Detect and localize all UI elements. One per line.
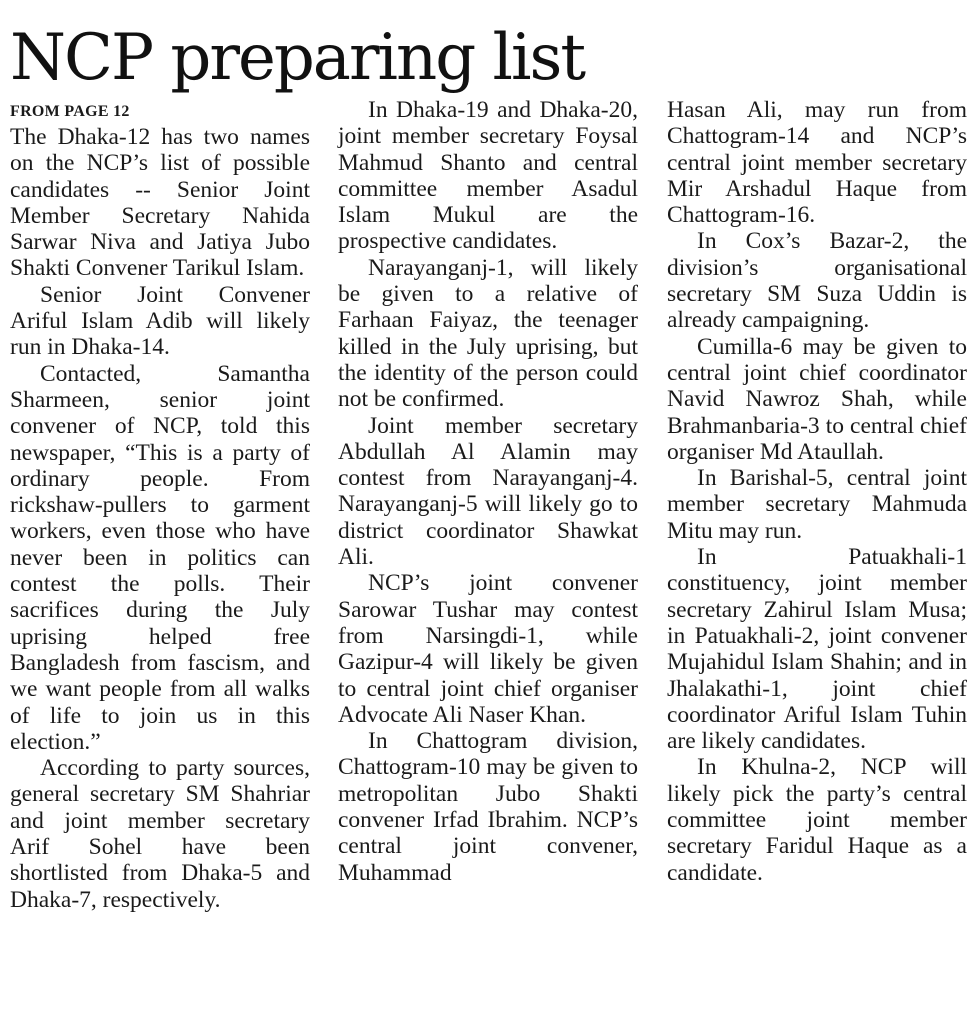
paragraph: Narayanganj-1, will likely be given to a relative of Farhaan Faiyaz, the teenager killed in the July uprising, but the identity of the person could not be confirmed. (338, 254, 638, 413)
article-column-2 (338, 97, 638, 886)
headline: NCP preparing list (10, 21, 585, 95)
article-column-1 (10, 100, 310, 913)
article-column-3 (667, 97, 967, 886)
paragraph: In Barishal-5, central joint member secretary Mahmuda Mitu may run. (667, 465, 967, 544)
paragraph: Hasan Ali, may run from Chattogram-14 and NCP’s central joint member secretary Mir Arshadul Haque from Chattogram-16. (667, 97, 967, 229)
paragraph: Cumilla-6 may be given to central joint chief coordinator Navid Nawroz Shah, while Brahmanbaria-3 to central chief organiser Md Ataullah. (667, 333, 967, 465)
paragraph: According to party sources, general secretary SM Shahriar and joint member secretary Arif Sohel have been shortlisted from Dhaka-5 and Dhaka-7, respectively. (10, 755, 310, 913)
paragraph: In Dhaka-19 and Dhaka-20, joint member secretary Foysal Mahmud Shanto and central committee member Asadul Islam Mukul are the prospective candidates. (338, 97, 638, 255)
paragraph: In Khulna-2, NCP will likely pick the party’s central committee joint member secretary Faridul Haque as a candidate. (667, 754, 967, 886)
paragraph: In Patuakhali-1 constituency, joint member secretary Zahirul Islam Musa; in Patuakhali-2, joint convener Mujahidul Islam Shahin; and in Jhalakathi-1, joint chief coordinator Ariful Islam Tuhin are likely candidates. (667, 544, 967, 755)
paragraph: Joint member secretary Abdullah Al Alamin may contest from Narayanganj-4. Narayanganj-5 will likely go to district coordinator Shawkat Ali. (338, 412, 638, 571)
paragraph: In Chattogram division, Chattogram-10 may be given to metropolitan Jubo Shakti convener Irfad Ibrahim. NCP’s central joint convener, Muhammad (338, 728, 638, 886)
paragraph: Senior Joint Convener Ariful Islam Adib will likely run in Dhaka-14. (10, 281, 310, 361)
paragraph: Contacted, Samantha Sharmeen, senior joint convener of NCP, told this newspaper, “This is a party of ordinary people. From rickshaw-pullers to garment workers, even those who have never been in politics can contest the polls. Their sacrifices during the July uprising helped free Bangladesh from fascism, and we want people from all walks of life to join us in this election.” (10, 360, 310, 755)
continued-from-label: FROM PAGE 12 (10, 103, 130, 120)
paragraph: The Dhaka-12 has two names on the NCP’s list of possible candidates -- Senior Joint Member Secretary Nahida Sarwar Niva and Jatiya Jubo Shakti Convener Tarikul Islam. (10, 124, 310, 282)
paragraph: In Cox’s Bazar-2, the division’s organisational secretary SM Suza Uddin is already campaigning. (667, 228, 967, 334)
paragraph: NCP’s joint convener Sarowar Tushar may contest from Narsingdi-1, while Gazipur-4 will likely be given to central joint chief organiser Advocate Ali Naser Khan. (338, 570, 638, 728)
